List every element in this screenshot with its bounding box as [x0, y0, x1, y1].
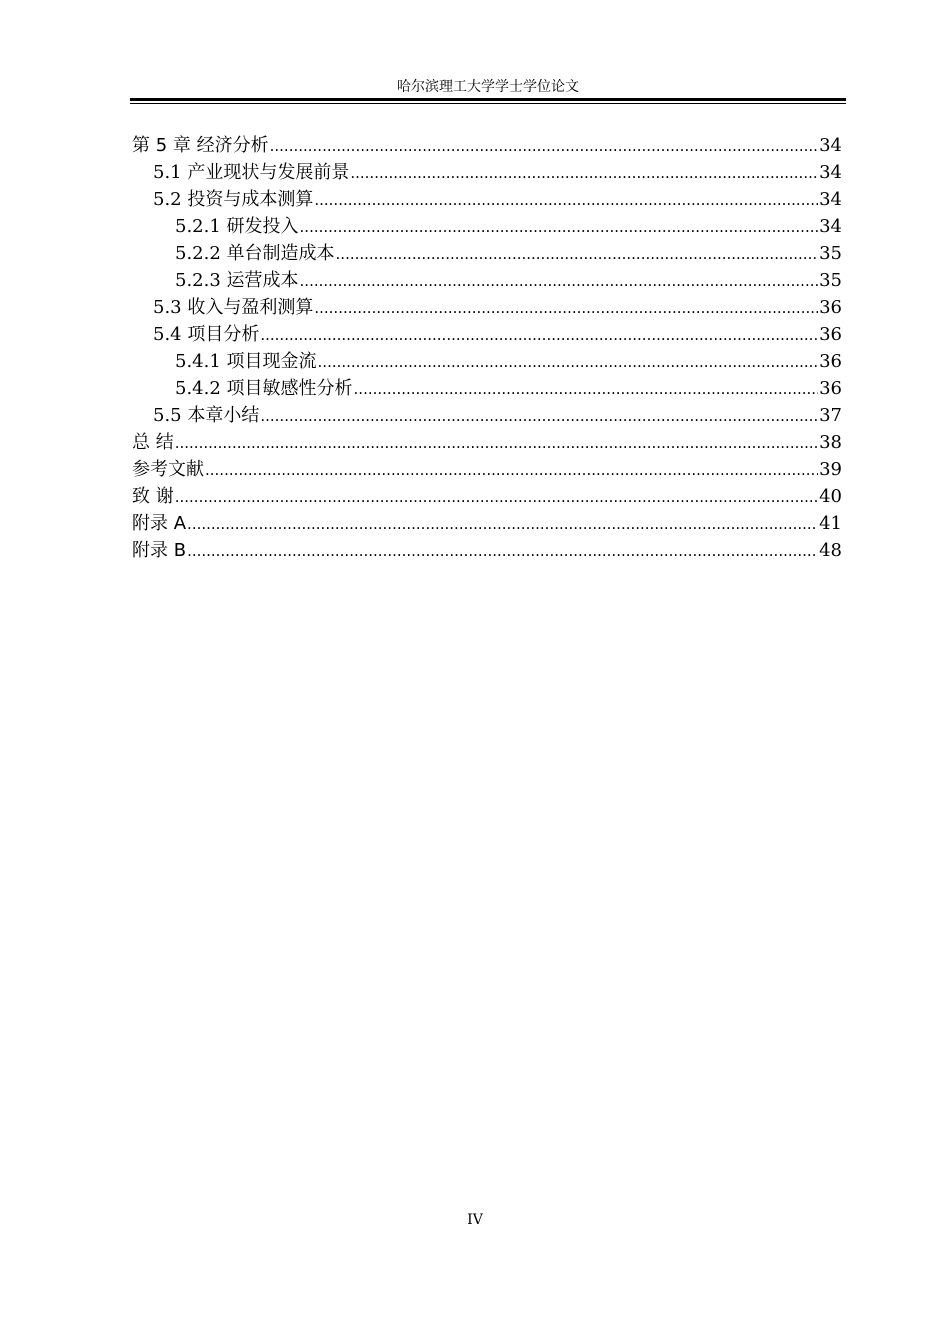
toc-entry-5-5[interactable] — [132, 402, 842, 429]
toc-entry-page: 35 — [819, 243, 842, 264]
toc-entry-label: 附录 B — [132, 540, 187, 561]
toc-entry-5-1[interactable] — [132, 159, 842, 186]
toc-leader-dots — [270, 132, 818, 160]
toc-entry-page: 41 — [819, 513, 842, 534]
toc-entry-label: 致 谢 — [132, 486, 174, 507]
toc-entry-page: 34 — [819, 162, 842, 183]
toc-entry-5-3[interactable] — [132, 294, 842, 321]
toc-leader-dots — [300, 267, 819, 295]
toc-entry-chapter-5[interactable] — [132, 132, 842, 159]
toc-entry-5-2[interactable] — [132, 186, 842, 213]
toc-entry-label: 5.4.2 项目敏感性分析 — [175, 378, 353, 399]
toc-entry-label: 5.2.2 单台制造成本 — [175, 243, 335, 264]
toc-entry-page: 48 — [819, 540, 842, 561]
toc-leader-dots — [336, 240, 819, 268]
header-rule-thick — [130, 98, 846, 101]
toc-leader-dots — [260, 321, 818, 349]
toc-entry-page: 40 — [819, 486, 842, 507]
toc-entry-label: 5.3 收入与盈利测算 — [153, 297, 314, 318]
toc-entry-acknowledgements[interactable] — [132, 483, 842, 510]
toc-entry-page: 36 — [819, 324, 842, 345]
running-header: 哈尔滨理工大学学士学位论文 — [397, 79, 579, 95]
toc-entry-5-4-2[interactable] — [132, 375, 842, 402]
toc-entry-page: 36 — [819, 297, 842, 318]
toc-entry-page: 34 — [819, 189, 842, 210]
toc-entry-references[interactable] — [132, 456, 842, 483]
toc-leader-dots — [187, 510, 818, 538]
toc-entry-page: 38 — [819, 432, 842, 453]
toc-entry-page: 37 — [819, 405, 842, 426]
toc-entry-label: 5.4.1 项目现金流 — [175, 351, 317, 372]
toc-entry-label: 参考文献 — [132, 459, 204, 480]
toc-entry-label: 5.2.3 运营成本 — [175, 270, 299, 291]
toc-entry-5-4[interactable] — [132, 321, 842, 348]
toc-leader-dots — [187, 537, 818, 565]
toc-leader-dots — [175, 429, 818, 457]
page-number: IV — [467, 1212, 483, 1228]
toc-entry-page: 34 — [819, 216, 842, 237]
toc-entry-page: 35 — [819, 270, 842, 291]
toc-entry-conclusion[interactable] — [132, 429, 842, 456]
toc-leader-dots — [314, 186, 818, 214]
toc-entry-label: 总 结 — [132, 432, 174, 453]
toc-leader-dots — [300, 213, 819, 241]
toc-entry-5-4-1[interactable] — [132, 348, 842, 375]
toc-leader-dots — [314, 294, 818, 322]
toc-entry-5-2-3[interactable] — [132, 267, 842, 294]
toc-entry-page: 39 — [819, 459, 842, 480]
toc-entry-page: 36 — [819, 378, 842, 399]
toc-entry-label: 附录 A — [132, 513, 187, 534]
toc-entry-label: 第 5 章 经济分析 — [132, 135, 269, 156]
toc-leader-dots — [350, 159, 818, 187]
toc-entry-5-2-2[interactable] — [132, 240, 842, 267]
table-of-contents — [132, 132, 842, 564]
header-rule-thin — [130, 103, 846, 104]
toc-entry-5-2-1[interactable] — [132, 213, 842, 240]
toc-entry-appendix-a[interactable] — [132, 510, 842, 537]
toc-entry-page: 36 — [819, 351, 842, 372]
toc-entry-label: 5.2.1 研发投入 — [175, 216, 299, 237]
toc-entry-label: 5.1 产业现状与发展前景 — [153, 162, 350, 183]
toc-leader-dots — [260, 402, 818, 430]
toc-leader-dots — [354, 375, 819, 403]
toc-entry-label: 5.2 投资与成本测算 — [153, 189, 314, 210]
toc-entry-appendix-b[interactable] — [132, 537, 842, 564]
toc-leader-dots — [318, 348, 819, 376]
toc-entry-label: 5.4 项目分析 — [153, 324, 260, 345]
toc-leader-dots — [175, 483, 818, 511]
toc-leader-dots — [205, 456, 818, 484]
toc-entry-label: 5.5 本章小结 — [153, 405, 260, 426]
toc-entry-page: 34 — [819, 135, 842, 156]
